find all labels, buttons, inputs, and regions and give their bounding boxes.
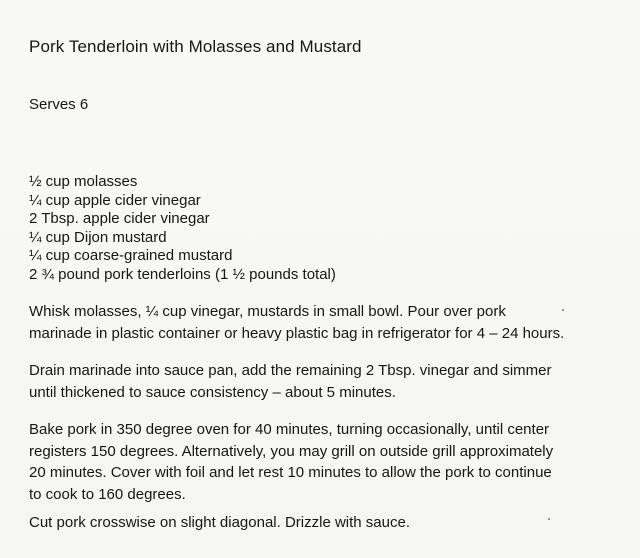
instruction-step-4 xyxy=(29,512,410,534)
instruction-line: to cook to 160 degrees. xyxy=(29,485,186,503)
instruction-line: Bake pork in 350 degree oven for 40 minutes, turning occasionally, until center xyxy=(29,421,550,438)
instruction-step-3 xyxy=(29,419,553,505)
instruction-line: Drain marinade into sauce pan, add the remaining 2 Tbsp. vinegar and simmer xyxy=(29,362,552,379)
instruction-line: registers 150 degrees. Alternatively, you may grill on outside grill approximately xyxy=(29,442,554,460)
ingredient-item: 2 Tbsp. apple cider vinegar xyxy=(29,210,210,227)
instruction-line: until thickened to sauce consistency – about 5 minutes. xyxy=(29,383,396,401)
ingredient-item: ¼ cup apple cider vinegar xyxy=(29,191,201,209)
recipe-title: Pork Tenderloin with Molasses and Mustard xyxy=(29,37,362,56)
scan-speck xyxy=(548,518,550,520)
ingredient-item: ½ cup molasses xyxy=(29,173,138,190)
ingredient-item: ¼ cup Dijon mustard xyxy=(29,228,167,246)
instruction-line: 20 minutes. Cover with foil and let rest 10 minutes to allow the pork to continue xyxy=(29,464,552,481)
instruction-line: Cut pork crosswise on slight diagonal. Drizzle with sauce. xyxy=(29,514,410,531)
ingredient-list xyxy=(29,173,336,284)
ingredient-item: 2 ¾ pound pork tenderloins (1 ½ pounds total) xyxy=(29,265,336,283)
scan-speck xyxy=(562,309,564,311)
instruction-line: marinade in plastic container or heavy plastic bag in refrigerator for 4 – 24 hours. xyxy=(29,324,565,342)
instruction-line: Whisk molasses, ¼ cup vinegar, mustards in small bowl. Pour over pork xyxy=(29,303,506,320)
ingredient-item: ¼ cup coarse-grained mustard xyxy=(29,247,233,264)
instruction-step-2 xyxy=(29,360,552,403)
instruction-step-1 xyxy=(29,301,564,344)
serves-line: Serves 6 xyxy=(29,96,89,113)
